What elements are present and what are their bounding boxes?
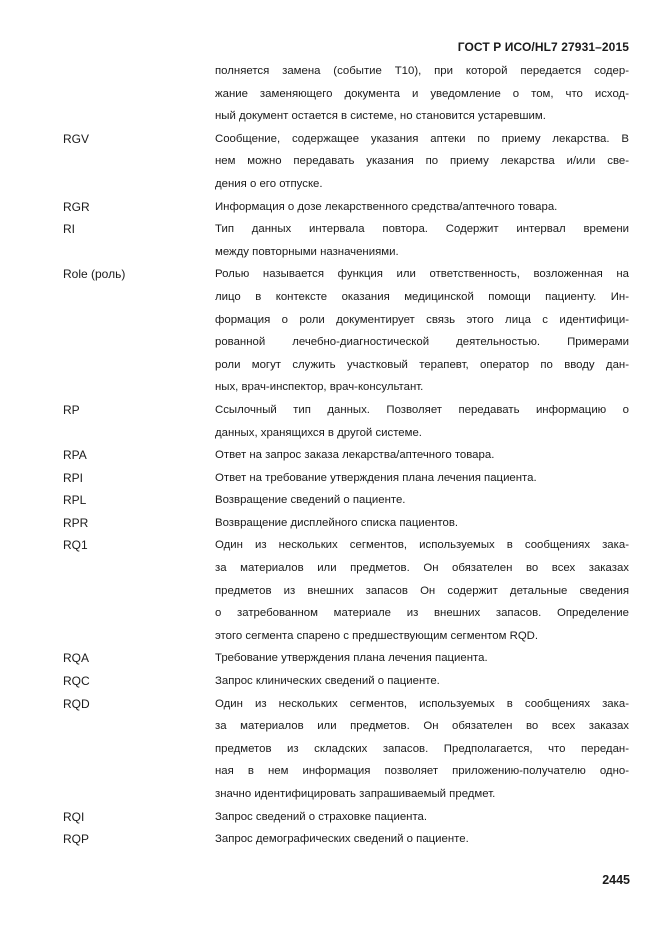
definition-line: Ролью называется функция или ответственность, возложенная на bbox=[215, 268, 629, 281]
glossary-definition bbox=[215, 828, 629, 851]
glossary-definition bbox=[215, 399, 629, 444]
definition-line: Возвращение дисплейного списка пациентов. bbox=[215, 516, 459, 529]
glossary-term: RPR bbox=[63, 515, 89, 530]
definition-line: предметов из складских запасов. Предполагается, что передан- bbox=[215, 742, 629, 755]
definition-line: Ответ на запрос заказа лекарства/аптечного товара. bbox=[215, 449, 495, 462]
definition-line: Сообщение, содержащее указания аптеки по приему лекарства. В bbox=[215, 132, 629, 145]
definition-line: дения о его отпуске. bbox=[215, 177, 323, 190]
definition-line: данных, хранящихся в другой системе. bbox=[215, 426, 422, 439]
definition-line: формация о роли документирует связь этого лица с идентифици- bbox=[215, 313, 629, 326]
glossary-term: RGV bbox=[63, 131, 90, 146]
definition-line: за материалов или предметов. Он обязателен во всех заказах bbox=[215, 720, 629, 733]
page-number: 2445 bbox=[602, 873, 630, 887]
glossary-entry bbox=[0, 218, 661, 263]
definition-line: предметов из внешних запасов Он содержит детальные сведения bbox=[215, 584, 629, 597]
glossary-term: RPL bbox=[63, 493, 87, 508]
definition-line: о затребованном материале из внешних запасов. Определение bbox=[215, 607, 629, 620]
document-header: ГОСТ Р ИСО/HL7 27931–2015 bbox=[457, 40, 629, 54]
definition-line: Тип данных интервала повтора. Содержит интервал времени bbox=[215, 223, 629, 236]
definition-line: жание заменяющего документа и уведомление о том, что исход- bbox=[215, 87, 629, 100]
glossary-definition bbox=[215, 467, 629, 490]
glossary-term: Role (роль) bbox=[63, 267, 126, 282]
definition-line: ная в нем информация позволяет приложению-получателю одно- bbox=[215, 765, 629, 778]
glossary-definition bbox=[215, 693, 629, 806]
glossary-term: RGR bbox=[63, 199, 90, 214]
definition-line: рованной лечебно-диагностической деятельностью. Примерами bbox=[215, 336, 629, 349]
definition-line: лицо в контексте оказания медицинской помощи пациенту. Ин- bbox=[215, 290, 629, 303]
glossary-term: RQP bbox=[63, 832, 90, 847]
glossary-entry bbox=[0, 399, 661, 444]
definition-line: Информация о дозе лекарственного средства/аптечного товара. bbox=[215, 200, 558, 213]
glossary-term: RQA bbox=[63, 651, 90, 666]
glossary-term: RQI bbox=[63, 809, 85, 824]
glossary-entry bbox=[0, 647, 661, 670]
glossary-entry bbox=[0, 806, 661, 829]
glossary-definition bbox=[215, 489, 629, 512]
glossary-definition bbox=[215, 670, 629, 693]
glossary-entry bbox=[0, 128, 661, 196]
glossary-definition bbox=[215, 60, 629, 128]
glossary-entry bbox=[0, 693, 661, 806]
definition-line: значно идентифицировать запрашиваемый предмет. bbox=[215, 788, 496, 800]
definition-line: полняется замена (событие T10), при которой передается содер- bbox=[215, 65, 629, 77]
glossary-entry bbox=[0, 670, 661, 693]
glossary-entry bbox=[0, 60, 661, 128]
glossary-definition bbox=[215, 806, 629, 829]
definition-line: Запрос клинических сведений о пациенте. bbox=[215, 675, 440, 688]
glossary-definition bbox=[215, 647, 629, 670]
glossary-definition bbox=[215, 128, 629, 196]
glossary-term: RQC bbox=[63, 674, 90, 689]
definition-line: Возвращение сведений о пациенте. bbox=[215, 494, 406, 507]
glossary-entry bbox=[0, 196, 661, 219]
definition-line: ный документ остается в системе, но становится устаревшим. bbox=[215, 110, 546, 123]
glossary-term: RI bbox=[63, 222, 75, 237]
definition-line: между повторными назначениями. bbox=[215, 245, 399, 258]
definition-line: нем можно передавать указания по приему лекарства и/или све- bbox=[215, 155, 629, 168]
glossary-definition bbox=[215, 444, 629, 467]
glossary-term: RQD bbox=[63, 696, 90, 711]
glossary-entry bbox=[0, 489, 661, 512]
definition-line: роли могут служить участковый терапевт, оператор по вводу дан- bbox=[215, 358, 629, 371]
definition-line: Запрос сведений о страховке пациента. bbox=[215, 810, 428, 823]
definition-line: этого сегмента спарено с предшествующим сегментом RQD. bbox=[215, 629, 539, 642]
glossary-definition bbox=[215, 263, 629, 399]
definition-line: за материалов или предметов. Он обязателен во всех заказах bbox=[215, 562, 629, 575]
glossary-list bbox=[0, 60, 661, 851]
glossary-entry bbox=[0, 512, 661, 535]
definition-line: Один из нескольких сегментов, используемых в сообщениях зака- bbox=[215, 539, 629, 552]
definition-line: ных, врач-инспектор, врач-консультант. bbox=[215, 381, 424, 394]
glossary-definition bbox=[215, 512, 629, 535]
glossary-definition bbox=[215, 218, 629, 263]
glossary-entry bbox=[0, 534, 661, 647]
glossary-entry bbox=[0, 467, 661, 490]
glossary-term: RP bbox=[63, 402, 80, 417]
definition-line: Ответ на требование утверждения плана лечения пациента. bbox=[215, 471, 537, 484]
glossary-definition bbox=[215, 196, 629, 219]
definition-line: Запрос демографических сведений о пациенте. bbox=[215, 833, 469, 846]
glossary-entry bbox=[0, 444, 661, 467]
glossary-term: RPA bbox=[63, 448, 87, 463]
definition-line: Требование утверждения плана лечения пациента. bbox=[215, 652, 488, 665]
glossary-entry bbox=[0, 263, 661, 399]
definition-line: Ссылочный тип данных. Позволяет передавать информацию о bbox=[215, 403, 629, 416]
definition-line: Один из нескольких сегментов, используемых в сообщениях зака- bbox=[215, 697, 629, 710]
glossary-term: RQ1 bbox=[63, 538, 88, 553]
glossary-term: RPI bbox=[63, 470, 84, 485]
glossary-entry bbox=[0, 828, 661, 851]
glossary-definition bbox=[215, 534, 629, 647]
